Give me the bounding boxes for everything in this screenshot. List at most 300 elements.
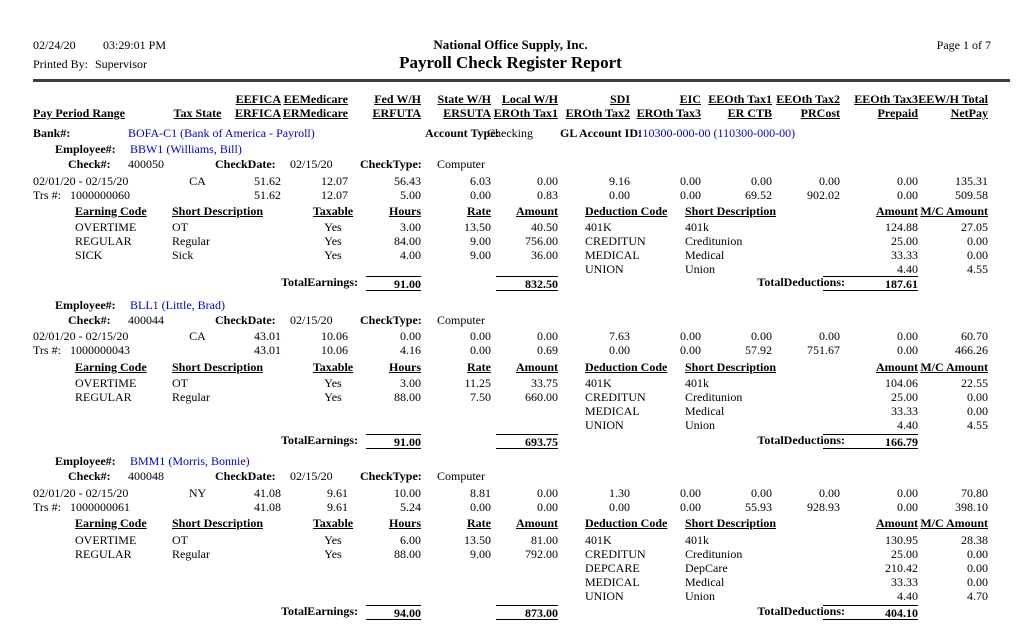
earning-amount: 660.00 xyxy=(525,390,558,404)
tax-state: NY xyxy=(188,486,207,500)
deduction-code: 401K xyxy=(585,220,612,234)
earning-deduction-row xyxy=(33,235,988,248)
short-description-header: Short Description xyxy=(172,360,263,374)
earning-rate: 11.25 xyxy=(464,376,491,390)
tax-value: 60.70 xyxy=(961,329,988,343)
employee-row xyxy=(33,455,988,468)
check-label: Check#: xyxy=(68,313,111,327)
short-description-header: Short Description xyxy=(685,204,776,218)
earning-taxable: Yes xyxy=(324,234,342,248)
short-description-header: Short Description xyxy=(685,516,776,530)
earning-code: REGULAR xyxy=(75,547,132,561)
deduction-amount-header: Amount xyxy=(875,516,918,530)
mc-amount-header: M/C Amount xyxy=(920,204,988,218)
tax-value: 135.31 xyxy=(955,174,988,188)
tax-value: 0.00 xyxy=(819,486,840,500)
earning-code: OVERTIME xyxy=(75,376,137,390)
tax-value: 5.00 xyxy=(400,188,421,202)
earning-amount: 33.75 xyxy=(531,376,558,390)
col-header: EEFICA xyxy=(235,92,281,106)
deduction-amount: 130.95 xyxy=(885,533,918,547)
check-date-label: CheckDate: xyxy=(215,469,276,483)
earning-hours: 3.00 xyxy=(400,376,421,390)
col-header: ERFICA xyxy=(234,106,281,120)
trs-label: Trs #: xyxy=(33,188,61,202)
check-date-value: 02/15/20 xyxy=(290,157,333,171)
tax-value: 0.00 xyxy=(897,188,918,202)
tax-value: 0.69 xyxy=(537,343,558,357)
total-deductions-label: TotalDeductions: xyxy=(757,604,845,618)
deduction-amount: 104.06 xyxy=(885,376,918,390)
earning-deduction-row xyxy=(33,221,988,234)
earning-rate: 9.00 xyxy=(470,248,491,262)
tax-value: 9.61 xyxy=(327,500,348,514)
earning-rate: 7.50 xyxy=(470,390,491,404)
col-header: ERFUTA xyxy=(372,106,421,120)
earning-taxable: Yes xyxy=(324,220,342,234)
header-rule xyxy=(33,79,1010,82)
earning-amount: 81.00 xyxy=(531,533,558,547)
account-type-label: Account Type: xyxy=(425,126,500,140)
deduction-description: Union xyxy=(685,589,715,603)
deduction-description: 401k xyxy=(685,376,709,390)
pay-period-range: 02/01/20 - 02/15/20 xyxy=(33,486,129,500)
deduction-code-header: Deduction Code xyxy=(585,360,668,374)
employee-label: Employee#: xyxy=(55,298,116,312)
total-earnings-label: TotalEarnings: xyxy=(281,275,358,289)
deduction-code: 401K xyxy=(585,376,612,390)
check-date-label: CheckDate: xyxy=(215,313,276,327)
earning-code-header: Earning Code xyxy=(75,204,147,218)
earning-taxable: Yes xyxy=(324,533,342,547)
deduction-code: CREDITUN xyxy=(585,234,646,248)
report-time: 03:29:01 PM xyxy=(103,38,167,52)
tax-value: 0.00 xyxy=(537,174,558,188)
col-header: EROth Tax1 xyxy=(493,106,558,120)
deduction-amount: 33.33 xyxy=(891,404,918,418)
tax-value: 7.63 xyxy=(609,329,630,343)
deduction-code: MEDICAL xyxy=(585,575,640,589)
tax-value: 51.62 xyxy=(254,188,281,202)
deduction-mc-amount: 0.00 xyxy=(967,404,988,418)
tax-value: 902.02 xyxy=(807,188,840,202)
check-type-label: CheckType: xyxy=(360,313,422,327)
deduction-mc-amount: 0.00 xyxy=(967,547,988,561)
employee-label: Employee#: xyxy=(55,454,116,468)
totals-row xyxy=(33,434,988,450)
deduction-amount: 25.00 xyxy=(891,390,918,404)
tax-value: 41.08 xyxy=(254,500,281,514)
tax-state: CA xyxy=(189,329,206,343)
earning-description: OT xyxy=(172,376,188,390)
check-type-label: CheckType: xyxy=(360,469,422,483)
earning-code: SICK xyxy=(75,248,103,262)
earning-hours: 88.00 xyxy=(394,547,421,561)
deduction-description: Union xyxy=(685,418,715,432)
deduction-description: Medical xyxy=(685,404,725,418)
trs-number: 1000000043 xyxy=(70,343,130,357)
deduction-row xyxy=(33,562,988,575)
tax-value: 0.00 xyxy=(470,188,491,202)
deduction-code: 401K xyxy=(585,533,612,547)
earning-description: Regular xyxy=(172,234,210,248)
col-header-pay-period-range: Pay Period Range xyxy=(33,106,125,120)
check-type-value: Computer xyxy=(437,469,485,483)
deduction-description: Creditunion xyxy=(685,390,743,404)
deduction-row xyxy=(33,576,988,589)
tax-value: 0.00 xyxy=(537,500,558,514)
trs-label: Trs #: xyxy=(33,343,61,357)
tax-value: 0.00 xyxy=(537,329,558,343)
deduction-amount: 33.33 xyxy=(891,575,918,589)
earning-description: Regular xyxy=(172,547,210,561)
earning-hours: 84.00 xyxy=(394,234,421,248)
tax-value: 509.58 xyxy=(955,188,988,202)
earning-code: REGULAR xyxy=(75,234,132,248)
deduction-description: Creditunion xyxy=(685,547,743,561)
tax-row-1 xyxy=(33,175,988,188)
employee-label: Employee#: xyxy=(55,142,116,156)
deduction-mc-amount: 0.00 xyxy=(967,561,988,575)
earning-hours: 88.00 xyxy=(394,390,421,404)
hours-header: Hours xyxy=(388,516,421,530)
deduction-description: Medical xyxy=(685,575,725,589)
totals-row xyxy=(33,605,988,621)
trs-label: Trs #: xyxy=(33,500,61,514)
total-deductions-value: 404.10 xyxy=(823,605,918,620)
col-header: ER CTB xyxy=(727,106,772,120)
col-header: ERMedicare xyxy=(282,106,348,120)
tax-value: 0.00 xyxy=(680,500,701,514)
tax-value: 0.83 xyxy=(537,188,558,202)
tax-state: CA xyxy=(189,174,206,188)
earning-taxable: Yes xyxy=(324,547,342,561)
deduction-row xyxy=(33,590,988,603)
tax-row-2 xyxy=(33,501,988,514)
earnings-deductions-header xyxy=(33,205,988,218)
earning-description: Sick xyxy=(172,248,194,262)
total-earnings-value: 832.50 xyxy=(496,276,558,291)
deduction-code: UNION xyxy=(585,589,624,603)
deduction-amount: 4.40 xyxy=(897,262,918,276)
tax-row-2 xyxy=(33,189,988,202)
deduction-description: Union xyxy=(685,262,715,276)
col-header: ERSUTA xyxy=(443,106,491,120)
tax-value: 10.00 xyxy=(394,486,421,500)
report-date: 02/24/20 xyxy=(33,38,76,52)
deduction-mc-amount: 0.00 xyxy=(967,575,988,589)
short-description-header: Short Description xyxy=(685,360,776,374)
rate-header: Rate xyxy=(467,204,491,218)
deduction-code: UNION xyxy=(585,262,624,276)
deduction-code: CREDITUN xyxy=(585,390,646,404)
earning-deduction-row xyxy=(33,249,988,262)
tax-value: 51.62 xyxy=(254,174,281,188)
tax-value: 12.07 xyxy=(321,174,348,188)
check-row xyxy=(33,314,988,327)
check-label: Check#: xyxy=(68,469,111,483)
earning-deduction-row xyxy=(33,377,988,390)
tax-value: 0.00 xyxy=(680,329,701,343)
total-deductions-label: TotalDeductions: xyxy=(757,433,845,447)
short-description-header: Short Description xyxy=(172,516,263,530)
deduction-amount-header: Amount xyxy=(875,204,918,218)
col-header: Fed W/H xyxy=(374,92,421,106)
col-header: EEMedicare xyxy=(283,92,348,106)
check-date-label: CheckDate: xyxy=(215,157,276,171)
deduction-mc-amount: 27.05 xyxy=(961,220,988,234)
tax-value: 70.80 xyxy=(961,486,988,500)
tax-value: 43.01 xyxy=(254,343,281,357)
deduction-mc-amount: 4.55 xyxy=(967,418,988,432)
earning-amount: 792.00 xyxy=(525,547,558,561)
tax-value: 4.16 xyxy=(400,343,421,357)
earning-hours: 4.00 xyxy=(400,248,421,262)
earnings-deductions-header xyxy=(33,517,988,530)
tax-value: 0.00 xyxy=(819,174,840,188)
employee-id-link[interactable]: BLL1 (Little, Brad) xyxy=(130,298,225,312)
tax-value: 10.06 xyxy=(321,343,348,357)
deduction-amount: 4.40 xyxy=(897,589,918,603)
bank-row xyxy=(33,127,988,140)
earning-description: OT xyxy=(172,220,188,234)
deduction-description: 401k xyxy=(685,533,709,547)
total-earnings-label: TotalEarnings: xyxy=(281,433,358,447)
check-label: Check#: xyxy=(68,157,111,171)
total-deductions-label: TotalDeductions: xyxy=(757,275,845,289)
tax-value: 0.00 xyxy=(470,343,491,357)
deduction-mc-amount: 4.55 xyxy=(967,262,988,276)
check-number: 400044 xyxy=(128,313,164,327)
deduction-code: MEDICAL xyxy=(585,404,640,418)
employee-row xyxy=(33,299,988,312)
check-type-label: CheckType: xyxy=(360,157,422,171)
tax-value: 0.00 xyxy=(751,174,772,188)
deduction-mc-amount: 22.55 xyxy=(961,376,988,390)
tax-value: 0.00 xyxy=(470,329,491,343)
col-header: SDI xyxy=(609,92,630,106)
earning-description: OT xyxy=(172,533,188,547)
deduction-code: MEDICAL xyxy=(585,248,640,262)
total-hours-value: 94.00 xyxy=(366,605,421,620)
col-header: EEW/H Total xyxy=(918,92,988,106)
tax-value: 0.00 xyxy=(680,174,701,188)
tax-row-1 xyxy=(33,330,988,343)
page-number: Page 1 of 7 xyxy=(936,38,991,52)
earning-code-header: Earning Code xyxy=(75,516,147,530)
tax-value: 0.00 xyxy=(609,500,630,514)
tax-value: 10.06 xyxy=(321,329,348,343)
deduction-amount: 25.00 xyxy=(891,234,918,248)
taxable-header: Taxable xyxy=(312,360,354,374)
earning-taxable: Yes xyxy=(324,376,342,390)
total-earnings-value: 693.75 xyxy=(496,434,558,449)
check-number: 400048 xyxy=(128,469,164,483)
earning-rate: 9.00 xyxy=(470,234,491,248)
check-number: 400050 xyxy=(128,157,164,171)
tax-value: 0.00 xyxy=(819,329,840,343)
totals-row xyxy=(33,276,988,292)
total-hours-value: 91.00 xyxy=(366,434,421,449)
taxable-header: Taxable xyxy=(312,204,354,218)
tax-value: 0.00 xyxy=(751,486,772,500)
tax-value: 0.00 xyxy=(897,343,918,357)
col-header: EEOth Tax2 xyxy=(776,92,840,106)
total-earnings-value: 873.00 xyxy=(496,605,558,620)
deduction-row xyxy=(33,405,988,418)
earning-deduction-row xyxy=(33,534,988,547)
tax-value: 751.67 xyxy=(807,343,840,357)
amount-header: Amount xyxy=(515,360,558,374)
tax-value: 0.00 xyxy=(470,500,491,514)
deduction-mc-amount: 28.38 xyxy=(961,533,988,547)
deduction-code: UNION xyxy=(585,418,624,432)
tax-value: 0.00 xyxy=(897,500,918,514)
earning-code: OVERTIME xyxy=(75,220,137,234)
col-header: EROth Tax2 xyxy=(565,106,630,120)
earning-rate: 9.00 xyxy=(470,547,491,561)
hours-header: Hours xyxy=(388,360,421,374)
taxable-header: Taxable xyxy=(312,516,354,530)
amount-header: Amount xyxy=(515,204,558,218)
tax-value: 9.16 xyxy=(609,174,630,188)
earning-code: REGULAR xyxy=(75,390,132,404)
deduction-description: Creditunion xyxy=(685,234,743,248)
tax-value: 0.00 xyxy=(897,486,918,500)
column-header-row-1 xyxy=(33,93,988,106)
tax-value: 9.61 xyxy=(327,486,348,500)
earning-taxable: Yes xyxy=(324,248,342,262)
tax-value: 5.24 xyxy=(400,500,421,514)
check-date-value: 02/15/20 xyxy=(290,469,333,483)
deduction-code: CREDITUN xyxy=(585,547,646,561)
mc-amount-header: M/C Amount xyxy=(920,360,988,374)
earning-hours: 6.00 xyxy=(400,533,421,547)
deduction-amount: 4.40 xyxy=(897,418,918,432)
check-type-value: Computer xyxy=(437,313,485,327)
deduction-code: DEPCARE xyxy=(585,561,640,575)
col-header: PRCost xyxy=(800,106,840,120)
gl-account-value-link[interactable]: 110300-000-00 (110300-000-00) xyxy=(637,126,796,140)
earning-code-header: Earning Code xyxy=(75,360,147,374)
deduction-mc-amount: 0.00 xyxy=(967,248,988,262)
col-header: NetPay xyxy=(950,106,988,120)
earning-amount: 40.50 xyxy=(531,220,558,234)
tax-value: 43.01 xyxy=(254,329,281,343)
printed-by-value: Supervisor xyxy=(95,57,147,71)
tax-value: 0.00 xyxy=(897,329,918,343)
tax-value: 0.00 xyxy=(537,486,558,500)
deduction-row xyxy=(33,419,988,432)
tax-value: 8.81 xyxy=(470,486,491,500)
employee-row xyxy=(33,143,988,156)
earning-amount: 36.00 xyxy=(531,248,558,262)
tax-row-1 xyxy=(33,487,988,500)
earning-rate: 13.50 xyxy=(464,220,491,234)
tax-value: 928.93 xyxy=(807,500,840,514)
mc-amount-header: M/C Amount xyxy=(920,516,988,530)
tax-value: 0.00 xyxy=(680,486,701,500)
printed-by-label: Printed By: xyxy=(33,57,89,71)
col-header: EROth Tax3 xyxy=(636,106,701,120)
deduction-mc-amount: 0.00 xyxy=(967,234,988,248)
hours-header: Hours xyxy=(388,204,421,218)
bank-value-link[interactable]: BOFA-C1 (Bank of America - Payroll) xyxy=(128,126,315,140)
deduction-amount: 210.42 xyxy=(885,561,918,575)
bank-label: Bank#: xyxy=(33,126,71,140)
check-row xyxy=(33,158,988,171)
tax-value: 0.00 xyxy=(609,188,630,202)
tax-value: 0.00 xyxy=(680,343,701,357)
deduction-amount: 33.33 xyxy=(891,248,918,262)
check-type-value: Computer xyxy=(437,157,485,171)
total-hours-value: 91.00 xyxy=(366,276,421,291)
tax-value: 6.03 xyxy=(470,174,491,188)
earning-deduction-row xyxy=(33,548,988,561)
earnings-deductions-header xyxy=(33,361,988,374)
tax-value: 0.00 xyxy=(609,343,630,357)
tax-value: 57.92 xyxy=(745,343,772,357)
deduction-code-header: Deduction Code xyxy=(585,204,668,218)
deduction-mc-amount: 0.00 xyxy=(967,390,988,404)
tax-value: 56.43 xyxy=(394,174,421,188)
tax-value: 398.10 xyxy=(955,500,988,514)
gl-account-label: GL Account ID: xyxy=(560,126,643,140)
earning-amount: 756.00 xyxy=(525,234,558,248)
tax-value: 0.00 xyxy=(897,174,918,188)
employee-id-link[interactable]: BBW1 (Williams, Bill) xyxy=(130,142,242,156)
rate-header: Rate xyxy=(467,516,491,530)
trs-number: 1000000060 xyxy=(70,188,130,202)
deduction-description: DepCare xyxy=(685,561,728,575)
check-row xyxy=(33,470,988,483)
tax-value: 0.00 xyxy=(400,329,421,343)
earning-code: OVERTIME xyxy=(75,533,137,547)
deduction-mc-amount: 4.70 xyxy=(967,589,988,603)
total-deductions-value: 166.79 xyxy=(823,434,918,449)
col-header: EIC xyxy=(679,92,701,106)
earning-rate: 13.50 xyxy=(464,533,491,547)
col-header: Local W/H xyxy=(501,92,558,106)
deduction-description: 401k xyxy=(685,220,709,234)
short-description-header: Short Description xyxy=(172,204,263,218)
trs-number: 1000000061 xyxy=(70,500,130,514)
tax-value: 1.30 xyxy=(609,486,630,500)
report-title: Payroll Check Register Report xyxy=(399,53,622,72)
tax-value: 41.08 xyxy=(254,486,281,500)
tax-value: 466.26 xyxy=(955,343,988,357)
total-deductions-value: 187.61 xyxy=(823,276,918,291)
col-header: State W/H xyxy=(437,92,491,106)
tax-value: 0.00 xyxy=(751,329,772,343)
total-earnings-label: TotalEarnings: xyxy=(281,604,358,618)
tax-row-2 xyxy=(33,344,988,357)
tax-value: 69.52 xyxy=(745,188,772,202)
check-date-value: 02/15/20 xyxy=(290,313,333,327)
column-header-row-2 xyxy=(33,107,988,120)
deduction-amount: 124.88 xyxy=(885,220,918,234)
employee-id-link[interactable]: BMM1 (Morris, Bonnie) xyxy=(130,454,250,468)
earning-taxable: Yes xyxy=(324,390,342,404)
deduction-amount: 25.00 xyxy=(891,547,918,561)
deduction-description: Medical xyxy=(685,248,725,262)
deduction-amount-header: Amount xyxy=(875,360,918,374)
pay-period-range: 02/01/20 - 02/15/20 xyxy=(33,329,129,343)
deduction-code-header: Deduction Code xyxy=(585,516,668,530)
tax-value: 12.07 xyxy=(321,188,348,202)
tax-value: 55.93 xyxy=(745,500,772,514)
col-header: EEOth Tax1 xyxy=(708,92,772,106)
